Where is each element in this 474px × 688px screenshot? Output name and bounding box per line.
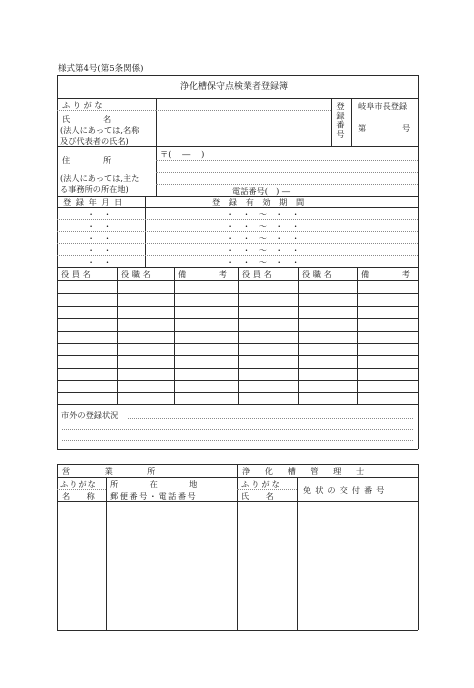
license-number-label: 免状の交付番号 [303, 485, 389, 495]
registry-title: 浄化槽保守点検業者登録簿 [180, 82, 289, 92]
officer-title-header-left: 役 職 名 [121, 269, 151, 279]
date-row-4: ・ ・ [87, 245, 112, 255]
remarks-header-right: 備 考 [361, 269, 412, 279]
phone-label: 電話番号( ) ― [232, 186, 291, 196]
number-prefix: 第 [358, 123, 367, 133]
date-row-2: ・ ・ [87, 221, 112, 231]
period-row-1: ・ ・ ～ ・ ・ [226, 209, 300, 219]
office-name-label: 名 称 [62, 491, 95, 501]
name-label: 氏 名 [62, 114, 112, 124]
remarks-header-left: 備 考 [178, 269, 229, 279]
date-row-1: ・ ・ [87, 209, 112, 219]
tech-name-label: 氏 名 [241, 491, 274, 501]
officer-name-header-right: 役 員 名 [242, 269, 272, 279]
office-furigana-label: ふりがな [60, 479, 97, 489]
addr-note-2: る事務所の所在地) [60, 184, 129, 194]
valid-period-header: 登 録 有 効 期 間 [212, 197, 308, 207]
office-header: 営 業 所 [62, 466, 162, 476]
addr-note-1: (法人にあっては,主た [60, 173, 140, 183]
corp-note-1: (法人にあっては,名称 [60, 125, 140, 135]
period-row-3: ・ ・ ～ ・ ・ [226, 233, 300, 243]
tech-manager-header: 浄 化 槽 管 理 士 [242, 466, 371, 476]
period-row-4: ・ ・ ～ ・ ・ [226, 245, 300, 255]
date-row-3: ・ ・ [87, 233, 112, 243]
period-row-2: ・ ・ ～ ・ ・ [226, 221, 300, 231]
address-label: 住 所 [62, 155, 112, 165]
postal-code: 〒( ― ) [160, 149, 205, 159]
tech-furigana-label: ふりがな [241, 479, 282, 489]
outside-registration-label: 市外の登録状況 [61, 410, 119, 420]
office-postal-phone-label: 郵便番号・電話番号 [110, 491, 198, 501]
number-suffix: 号 [402, 123, 411, 133]
corp-note-2: 及び代表者の氏名) [60, 136, 129, 146]
form-label: 様式第4号(第5条関係) [58, 64, 144, 74]
period-row-5: ・ ・ ～ ・ ・ [226, 257, 300, 267]
officer-title-header-right: 役 職 名 [302, 269, 332, 279]
officer-name-header-left: 役 員 名 [61, 269, 91, 279]
city-registration: 岐阜市長登録 [358, 101, 408, 111]
date-row-5: ・ ・ [87, 257, 112, 267]
office-location-label: 所 在 地 [110, 479, 203, 489]
registration-date-header: 登 録 年 月 日 [63, 197, 124, 207]
furigana-label: ふ り が な [62, 100, 103, 110]
registration-number-label: 登録番号 [336, 102, 346, 139]
